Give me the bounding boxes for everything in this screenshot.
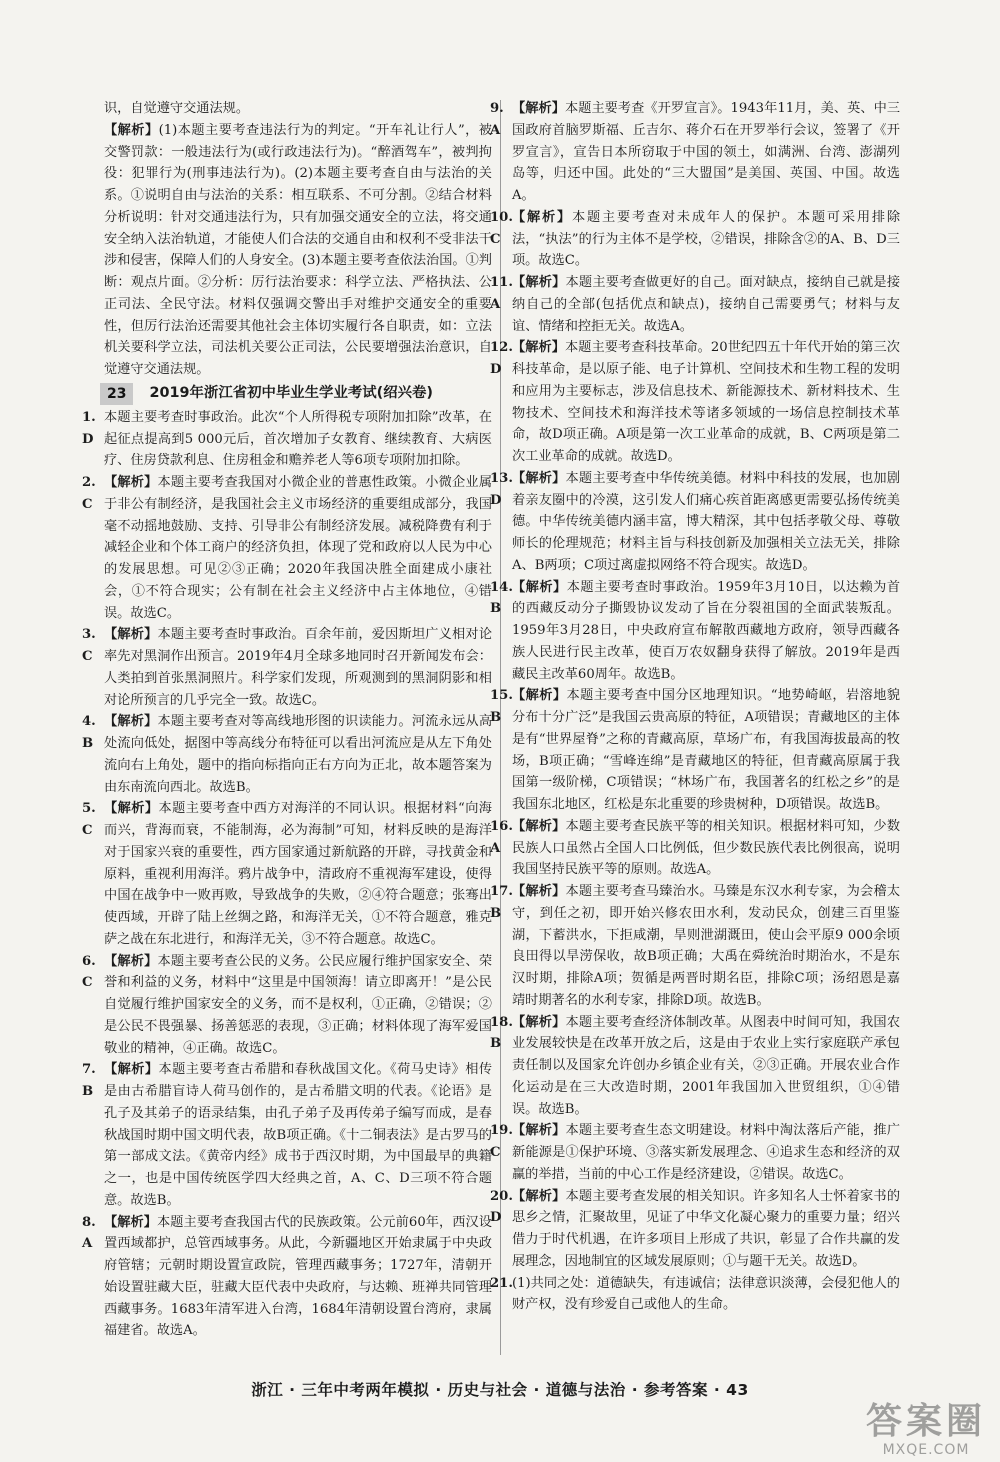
answer-item [490, 881, 900, 1012]
answer-number: 6. C [82, 953, 96, 991]
answer-number: 5. C [82, 801, 96, 838]
answer-number: 12. D [490, 340, 513, 377]
answer-item [82, 1059, 493, 1211]
answer-number: 15. B [490, 688, 513, 725]
answer-text: 本题主要考查我国古代的民族政策。公元前60年，西汉设置西域都护，总管西域事务。从此，今新疆地区开始隶属于中央政府管辖；元朝时期设置宣政院，管理西藏事务；1727年，清朝开始设置驻藏大臣，驻藏大臣代表中央政府，与达赖、班禅共同管理西藏事务。1683年清军进入台湾，1684年清朝设置台湾府，隶属福建省。故选A。 [104, 1214, 492, 1339]
answer-body [512, 1186, 900, 1273]
answer-text: 本题主要考查时事政治。百余年前，爱因斯坦广义相对论率先对黑洞作出预言。2019年4月全球多地同时召开新闻发布会：人类拍到首张黑洞照片。科学家们发现，所观测到的黑洞阴影和相对论所预言的几乎完全一致。故选C。 [104, 627, 492, 708]
analysis-tag: 【解析】 [512, 470, 566, 486]
analysis-tag: 【解析】 [512, 884, 566, 899]
answer-body [512, 577, 900, 686]
answer-item [490, 816, 900, 881]
analysis-tag: 【解析】 [104, 475, 158, 490]
analysis-tag: 【解析】 [104, 122, 159, 138]
answer-item [490, 1186, 900, 1273]
answer-text: 本题主要考查时事政治。1959年3月10日，以达赖为首的西藏反动分子撕毁协议发动了旨在分裂祖国的全面武装叛乱。1959年3月28日，中央政府宣布解散西藏地方政府，领导西藏各族人民进行民主改革，使百万农奴翻身获得了解放。2019年是西藏民主改革60周年。故选B。 [512, 579, 901, 682]
answer-item [490, 685, 900, 816]
answer-text: 本题主要考查做更好的自己。面对缺点，接纳自己就是接纳自己的全部(包括优点和缺点)，接纳自己需要勇气；材料与友谊、情绪和控拒无关。故选A。 [512, 275, 900, 334]
answer-body [104, 624, 492, 711]
answer-body [104, 472, 492, 624]
answer-item [82, 407, 492, 472]
answer-body [104, 711, 492, 798]
watermark [866, 1402, 986, 1458]
analysis-paragraph [104, 120, 492, 381]
answer-text: 本题主要考查民族平等的相关知识。根据材料可知，少数民族人口虽然占全国人口比例低，但少数民族代表比例很高，说明我国坚持民族平等的原则。故选A。 [512, 818, 900, 878]
answer-body [104, 798, 492, 950]
right-column [490, 98, 901, 1316]
answer-body [512, 1120, 900, 1185]
answer-number: 1. D [82, 409, 96, 447]
answer-item [490, 337, 900, 468]
answer-number: 10. C [490, 209, 513, 247]
answer-text: 本题主要考查科技革命。20世纪四五十年代开始的第三次科技革命，是以原子能、电子计算机、空间技术和生物工程的发明和应用为主要标志，涉及信息技术、新能源技术、新材料技术、生物技术、空间技术和海洋技术等诸多领域的一场信息控制技术革命，故D项正确。A项是第一次工业革命的成就，B、C两项是第二次工业革命的成就。故选D。 [512, 340, 900, 464]
answer-number: 2. C [82, 475, 96, 512]
answer-body [104, 407, 492, 472]
answer-item [82, 1212, 492, 1343]
answer-text: 本题主要考查公民的义务。公民应履行维护国家安全、荣誉和利益的义务，材料中“这里是中国领海！请立即离开！”是公民自觉履行维护国家安全的义务，而不是权利，①正确，②错误；②是公民不畏强暴、扬善惩恶的表现，③正确；材料体现了海军爱国敬业的精神，④正确。故选C。 [104, 953, 492, 1056]
analysis-tag: 【解析】 [512, 1123, 566, 1139]
answer-body [512, 207, 900, 272]
answer-item [490, 98, 901, 207]
answer-number: 20. D [490, 1188, 513, 1226]
analysis-tag: 【解析】 [104, 1062, 159, 1078]
answer-text: 本题主要考查中西方对海洋的不同认识。根据材料“向海而兴，背海而衰，不能制海，必为海制”可知，材料反映的是海洋对于国家兴衰的重要性，西方国家通过新航路的开辟，寻找黄金和原料，重视利用海洋。鸦片战争中，清政府不重视海军建设，使得中国在战争中一败再败，导致战争的失败，②④符合题意；张骞出使西域，开辟了陆上丝绸之路，和海洋无关，①不符合题意，雅克萨之战在东北进行，和海洋无关，③不符合题意。故选C。 [104, 801, 492, 947]
answer-number: 18. B [490, 1014, 513, 1052]
watermark-url: MXQE.COM [882, 1442, 970, 1458]
answer-item [82, 798, 492, 950]
answer-number: 13. D [490, 470, 513, 508]
answer-body [512, 1012, 900, 1121]
analysis-text: (1)本题主要考查违法行为的判定。“开车礼让行人”，被交警罚款：一般违法行为(或行政违法行为)。“醉酒驾车”，被判拘役：犯罪行为(刑事违法行为)。(2)本题主要考查自由与法治的关系。①说明自由与法治的关系：相互联系、不可分割。②结合材料分析说明：针对交通违法行为，只有加强交通安全的立法，将交通安全纳入法治轨道，才能使人们合法的交通自由和权利不受非法干涉和侵害，保障人们的人身安全。(3)本题主要考查依法治国。①判断：观点片面。②分析：厉行法治要求：科学立法、严格执法、公正司法、全民守法。材料仅强调交警出手对维护交通安全的重要性，但厉行法治还需要其他社会主体切实履行各自职责，如：立法机关要科学立法，司法机关要公正司法，公民要增强法治意识，自觉遵守交通法规。 [104, 122, 492, 377]
section-header [104, 383, 492, 405]
section-title: 2019年浙江省初中毕业生学业考试(绍兴卷) [149, 384, 433, 401]
answer-number: 9. A [490, 101, 504, 138]
right-answer-list [490, 98, 901, 1316]
analysis-tag: 【解析】 [104, 714, 158, 730]
answer-number: 17. B [490, 884, 513, 921]
answer-body [512, 98, 900, 207]
answer-text: 本题主要考查对未成年人的保护。本题可采用排除法，“执法”的行为主体不是学校，②错误，排除含②的A、B、D三项。故选C。 [512, 209, 901, 269]
analysis-tag: 【解析】 [104, 1214, 158, 1230]
answer-text: 本题主要考查发展的相关知识。许多知名人士怀着家书的思乡之情，汇聚故里，见证了中华文化凝心聚力的重要力量；绍兴借力于时代机遇，在许多项目上形成了共识，彰显了合作共赢的发展理念，因地制宜的区域发展原则；①与题干无关。故选D。 [512, 1188, 900, 1269]
answer-item [490, 207, 901, 272]
analysis-tag: 【解析】 [512, 688, 567, 704]
analysis-tag: 【解析】 [512, 579, 567, 595]
answer-text: 本题主要考查古希腊和春秋战国文化。《荷马史诗》相传是由古希腊盲诗人荷马创作的，是古希腊文明的代表。《论语》是孔子及其弟子的语录结集，由孔子弟子及再传弟子编写而成，是春秋战国时期中国文明代表，故B项正确。《十二铜表法》是古罗马的第一部成文法。《黄帝内经》成书于西汉时期，为中国最早的典籍之一，也是中国传统医学四大经典之首，A、C、D三项不符合题意。故选B。 [104, 1062, 493, 1208]
answer-number: 19. C [490, 1123, 513, 1160]
answer-body [512, 468, 900, 577]
page-footer: 浙江 · 三年中考两年模拟 · 历史与社会 · 道德与法治 · 参考答案 · 43 [251, 1381, 749, 1399]
watermark-logo: 答案圈 [865, 1401, 986, 1442]
answer-item [490, 1273, 900, 1317]
answer-body [512, 816, 900, 881]
answer-text: 本题主要考查时事政治。此次“个人所得税专项附加扣除”改革，在起征点提高到5 000元后，首次增加子女教育、继续教育、大病医疗、住房贷款利息、住房租金和赡养老人等6项专项附加扣除。 [104, 409, 492, 469]
left-column [82, 98, 493, 1342]
answer-item [82, 711, 492, 798]
analysis-tag: 【解析】 [512, 1014, 566, 1030]
answer-number: 16. A [490, 818, 513, 856]
intro-continuation: 识，自觉遵守交通法规。 [104, 101, 250, 116]
left-answer-list [82, 407, 493, 1342]
analysis-tag: 【解析】 [512, 818, 566, 834]
answer-text: 本题主要考查我国对小微企业的普惠性政策。小微企业属于非公有制经济，是我国社会主义市场经济的重要组成部分，我国毫不动摇地鼓励、支持、引导非公有制经济发展。减税降费有利于减轻企业和个体工商户的经济负担，体现了党和政府以人民为中心的发展思想。可见②③正确；2020年我国决胜全面建成小康社会，①不符合现实；公有制在社会主义经济中占主体地位，④错误。故选C。 [104, 475, 492, 621]
answer-item [82, 951, 492, 1060]
answer-item [82, 624, 492, 711]
answer-text: 本题主要考查《开罗宣言》。1943年11月，美、英、中三国政府首脑罗斯福、丘吉尔、蒋介石在开罗举行会议，签署了《开罗宣言》，宣告日本所窃取于中国的领土，如满洲、台湾、澎湖列岛等，归还中国。此处的“三大盟国”是美国、英国、中国。故选A。 [512, 101, 901, 203]
answer-number: 14. B [490, 579, 513, 617]
analysis-tag: 【解析】 [512, 340, 566, 356]
analysis-tag: 【解析】 [104, 627, 158, 643]
answer-text: 本题主要考查对等高线地形图的识读能力。河流永远从高处流向低处，据图中等高线分布特征可以看出河流应是从左下角处流向右上角处，题中的指向标指向正右方向为正北，故本题答案为由东南流向西北。故选B。 [104, 714, 492, 795]
answer-text: 本题主要考查生态文明建设。材料中淘汰落后产能，推广新能源是①保护环境、③落实新发展理念、④追求生态和经济的双赢的举措，当前的中心工作是经济建设，②错误。故选C。 [512, 1123, 900, 1182]
answer-text: 本题主要考查经济体制改革。从图表中时间可知，我国农业发展较快是在改革开放之后，这是由于农业上实行家庭联产承包责任制以及国家允许创办乡镇企业有关，②③正确。开展农业合作化运动是在三大改造时期，2001年我国加入世贸组织，①④错误。故选B。 [512, 1014, 900, 1117]
answer-number: 3. C [82, 627, 96, 664]
answer-number: 21. [490, 1275, 513, 1291]
answer-number: 8. A [82, 1214, 96, 1252]
answer-number: 11. A [490, 275, 513, 312]
answer-body [104, 951, 492, 1060]
answer-text: (1)共同之处：道德缺失，有违诚信；法律意识淡薄，会侵犯他人的财产权，没有珍爱自己或他人的生命。 [512, 1275, 900, 1313]
answer-number: 4. B [82, 714, 96, 751]
analysis-tag: 【解析】 [512, 275, 566, 290]
answer-item [490, 1120, 900, 1185]
answer-body [512, 685, 900, 816]
analysis-tag: 【解析】 [104, 801, 159, 817]
answer-item [82, 472, 492, 624]
section-number-badge: 23 [100, 383, 133, 405]
answer-body [104, 1059, 492, 1211]
answer-item [490, 468, 900, 577]
answer-body [512, 1273, 900, 1317]
answer-item [490, 577, 901, 686]
answer-body [104, 1212, 492, 1343]
analysis-tag: 【解析】 [512, 101, 565, 116]
answer-body [512, 337, 900, 468]
answer-item [490, 272, 900, 337]
analysis-tag: 【解析】 [512, 1188, 566, 1204]
answer-text: 本题主要考查马臻治水。马臻是东汉水利专家，为会稽太守，到任之初，即开始兴修农田水利，发动民众，创建三百里鉴湖，下蓄洪水，下拒咸潮，旱则泄湖溉田，使山会平原9 000余顷良田得以旱涝保收，故B项正确；大禹在舜统治时期治水，不是东汉时期，排除A项；贺循是两晋时期名臣，排除C项；汤绍恩是嘉靖时期著名的水利专家，排除D项。故选B。 [512, 884, 900, 1008]
answer-text: 本题主要考查中国分区地理知识。“地势崎岖，岩溶地貌分布十分广泛”是我国云贵高原的特征，A项错误；青藏地区的主体是有“世界屋脊”之称的青藏高原，草场广布，有我国海拔最高的牧场，B项正确；“雪峰连绵”是青藏地区的特征，但青藏高原属于我国第一级阶梯，C项错误；“林场广布，我国著名的红松之乡”的是我国东北地区，红松是东北重要的珍贵树种，D项错误。故选B。 [512, 688, 900, 812]
analysis-tag: 【解析】 [512, 209, 572, 225]
answer-body [512, 881, 900, 1012]
answer-text: 本题主要考查中华传统美德。材料中科技的发展，也加剧着亲友圈中的冷漠，这引发人们痛心疾首距离感更需要弘扬传统美德。中华传统美德内涵丰富，博大精深，其中包括孝敬父母、尊敬师长的伦理规范；材料主旨与科技创新及加强相关立法无关，排除A、B两项；C项过离虚拟网络不符合现实。故选D。 [512, 470, 900, 573]
answer-number: 7. B [82, 1062, 96, 1099]
analysis-tag: 【解析】 [104, 953, 158, 969]
answer-item [490, 1012, 900, 1121]
answer-body [512, 272, 900, 337]
